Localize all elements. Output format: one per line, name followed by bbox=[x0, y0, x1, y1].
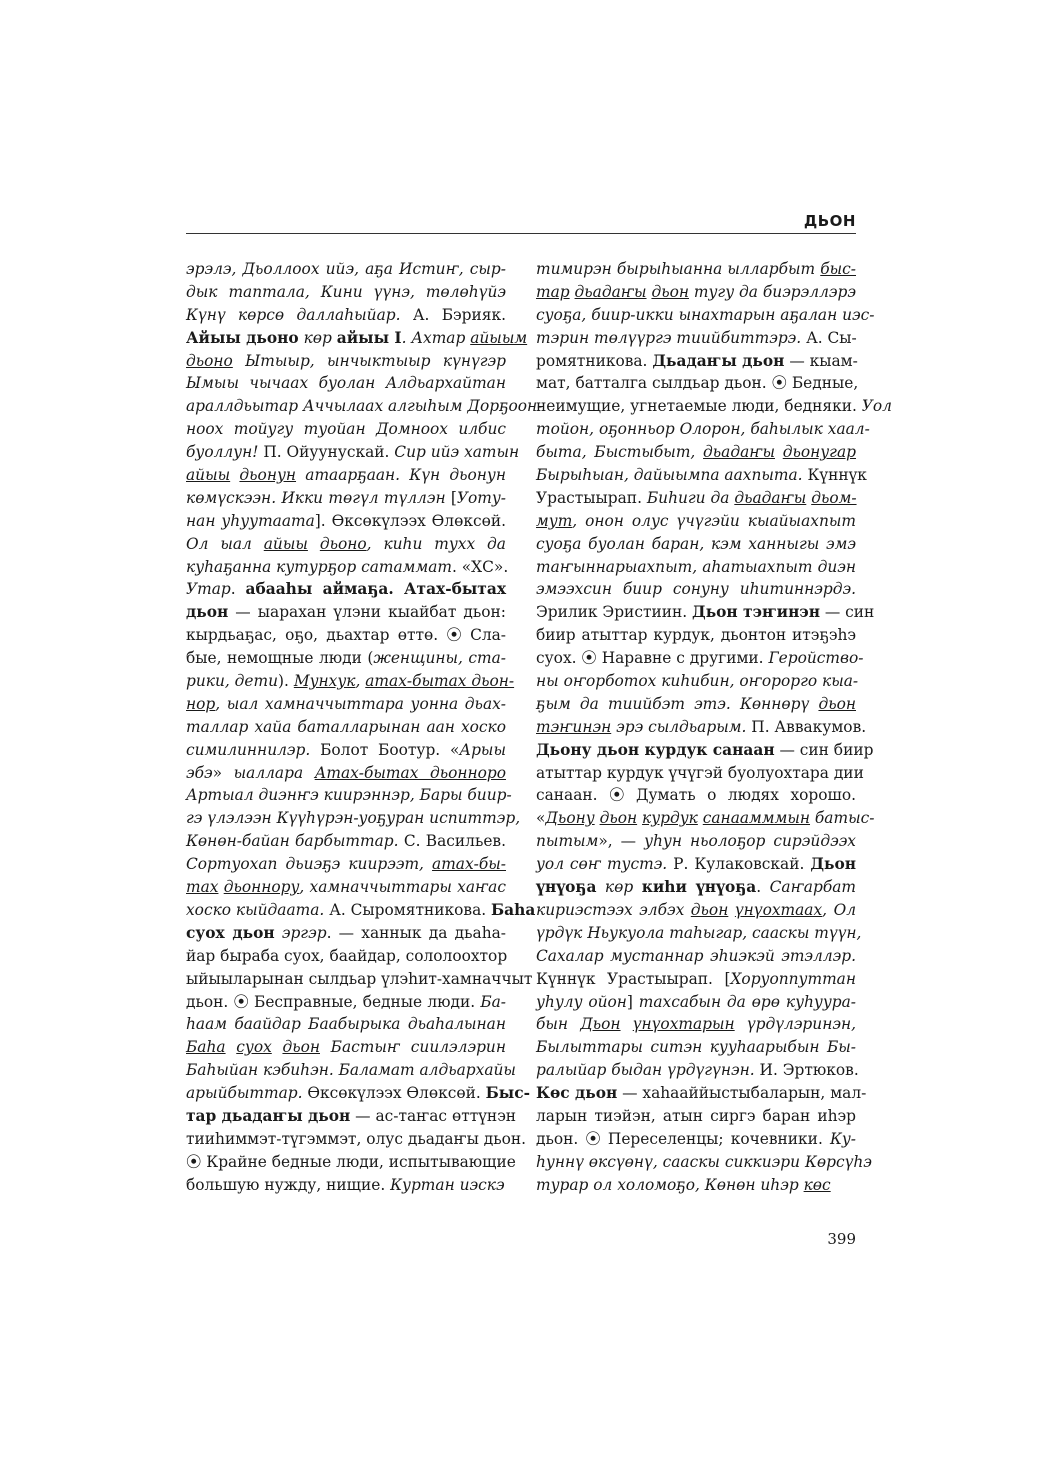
text-run: неимущие, угнетаемые люди, бедняки. bbox=[536, 397, 862, 416]
text-line bbox=[536, 1059, 859, 1082]
text-line bbox=[186, 647, 506, 670]
text-run: ]. Өксөкүлээх Өлөксөй. bbox=[314, 511, 506, 530]
text-line bbox=[536, 807, 875, 830]
text-run: Уоту- bbox=[456, 488, 506, 507]
text-run: быта, Быстыбыт, bbox=[536, 443, 704, 462]
text-line bbox=[536, 281, 856, 304]
text-line bbox=[536, 578, 856, 601]
text-run: үрдүк Ньукуола таһыгар, сааскы түүн, bbox=[536, 923, 862, 942]
text-run: Саҥарбат bbox=[769, 878, 856, 897]
text-line bbox=[536, 1128, 856, 1151]
text-run: суоҕа буолан баран, кэм ханныгы эмэ bbox=[536, 534, 856, 553]
text-line bbox=[536, 327, 856, 350]
text-line bbox=[536, 510, 856, 533]
text-line bbox=[536, 441, 856, 464]
underlined-example-word: нор bbox=[186, 694, 216, 713]
text-run: эргэр bbox=[274, 923, 327, 942]
text-line bbox=[186, 922, 506, 945]
underlined-example-word: курдук bbox=[642, 809, 698, 828]
text-run: Өксөкүлээх Өлөксөй. bbox=[302, 1084, 486, 1103]
text-line bbox=[186, 510, 506, 533]
text-run: көмүскээн. Икки төгүл түллэн bbox=[186, 488, 446, 507]
text-run: . bbox=[230, 580, 246, 599]
underlined-example-word: көс bbox=[803, 1175, 831, 1194]
text-line bbox=[536, 418, 870, 441]
headword: Дьадаҥы дьон bbox=[652, 351, 785, 370]
headword: Баһа bbox=[491, 900, 536, 919]
text-line bbox=[186, 762, 506, 785]
text-run: женщины, ста- bbox=[373, 649, 506, 668]
text-run: А. Сы- bbox=[801, 328, 857, 347]
text-run: ] bbox=[626, 992, 639, 1011]
underlined-example-word: санаамммын bbox=[702, 809, 811, 828]
right-column bbox=[536, 258, 892, 1197]
text-line bbox=[186, 556, 509, 579]
text-run: Былыттары ситэн кууһаарыбын Бы- bbox=[536, 1038, 856, 1057]
text-line bbox=[186, 1013, 506, 1036]
underlined-example-word: Дьон bbox=[580, 1015, 621, 1034]
text-line bbox=[536, 624, 856, 647]
text-line bbox=[536, 1151, 872, 1174]
underlined-example-word: айыы bbox=[186, 466, 231, 485]
text-run: араллдьытар Аччылаах алгыһым Дорҕоон- bbox=[186, 397, 543, 416]
text-run: уһун ньолоҕор сирэйдээх bbox=[644, 832, 856, 851]
text-run: ноох тойугу туойан Домноох илбис bbox=[186, 420, 506, 439]
text-line bbox=[536, 487, 856, 510]
text-run: үрдүлэринэн, bbox=[734, 1015, 856, 1034]
text-run: Урастыырап. bbox=[536, 488, 647, 507]
underlined-example-word: Баһа bbox=[186, 1038, 226, 1057]
text-run: И. Эртюков. bbox=[754, 1061, 859, 1080]
text-run bbox=[308, 535, 320, 553]
text-run: куһаҕанна кутурҕор сатаммат bbox=[186, 557, 452, 576]
text-run: ыйыыларынан сылдьар үлэһит-хамначчыт bbox=[186, 969, 533, 988]
text-line bbox=[536, 968, 856, 991]
text-line bbox=[536, 1036, 856, 1059]
underlined-example-word: тар bbox=[536, 282, 570, 301]
text-line bbox=[186, 1174, 506, 1197]
text-run: Баһыйан кэбиһэн. Баламат алдьархайы bbox=[186, 1061, 516, 1080]
text-run: — хаһааййыстыбаларын, мал- bbox=[617, 1084, 867, 1103]
text-line bbox=[536, 670, 859, 693]
text-run: һаам баайдар Баабырыка дьаһалынан bbox=[186, 1015, 506, 1034]
underlined-example-word: айыым bbox=[470, 328, 528, 347]
text-run: суох. ⦿ Наравне с другими. bbox=[536, 649, 769, 668]
text-line bbox=[536, 922, 862, 945]
text-line bbox=[536, 533, 856, 556]
text-line bbox=[186, 1105, 517, 1128]
text-run: Арыы bbox=[459, 740, 506, 759]
headword: айыы I bbox=[336, 328, 402, 347]
underlined-example-word: дьон bbox=[282, 1038, 320, 1057]
headword: Быс- bbox=[485, 1084, 530, 1103]
text-run: Сортуохап дьиэҕэ киирээт, bbox=[186, 855, 433, 874]
running-head: ДЬОН bbox=[803, 212, 856, 230]
text-run: көр bbox=[596, 878, 642, 897]
text-run: симилиннилэр. bbox=[186, 740, 311, 759]
underlined-example-word: дьон bbox=[818, 694, 856, 713]
underlined-example-word: быс- bbox=[820, 260, 856, 278]
text-run: йар быраба суох, баайдар, сололоохтор bbox=[186, 946, 508, 965]
text-run: , киһи тухх да bbox=[366, 534, 506, 553]
text-line bbox=[186, 418, 506, 441]
text-run: арыйбыттар. bbox=[186, 1084, 303, 1103]
text-run: ралыйар быдан үрдүгүнэн. bbox=[536, 1061, 755, 1080]
text-run: [ bbox=[445, 488, 457, 507]
text-run: , ыал хамначчыттара уонна дьах- bbox=[215, 694, 506, 713]
text-line bbox=[186, 327, 528, 350]
text-run: П. Ойуунускай. bbox=[258, 443, 395, 462]
text-line bbox=[186, 533, 506, 556]
text-run: ⦿ Крайне бедные люди, испытывающие bbox=[186, 1152, 516, 1171]
headword: үнүоҕа bbox=[536, 878, 597, 897]
text-run: , Ол bbox=[822, 900, 856, 919]
text-line bbox=[186, 1036, 506, 1059]
headword: Дьон bbox=[810, 855, 856, 874]
underlined-example-word: айыы bbox=[263, 534, 308, 553]
headword: Дьону дьон курдук санаан bbox=[536, 740, 775, 759]
text-line bbox=[536, 464, 867, 487]
text-line bbox=[186, 395, 543, 418]
headword: киһи үнүоҕа bbox=[641, 878, 757, 897]
text-run: тииһиммэт-түгэммэт, олус дьадаҥы дьон. bbox=[186, 1129, 527, 1148]
text-run: дьон. ⦿ Переселенцы; кочевники. bbox=[536, 1129, 830, 1148]
text-run: Биһиги да bbox=[646, 488, 735, 507]
text-run: Ку- bbox=[829, 1129, 856, 1148]
text-line bbox=[536, 601, 875, 624]
underlined-example-word: дьоно bbox=[186, 351, 233, 370]
text-line bbox=[186, 739, 506, 762]
text-run: һуннү өксүөнү, сааскы сиккиэри Көрсүһэ bbox=[536, 1152, 872, 1171]
page-number: 399 bbox=[827, 1230, 856, 1248]
text-run: дьон. ⦿ Бесправные, бедные люди. bbox=[186, 992, 481, 1011]
text-run: , онон олус үчүгэйи кыайыахпыт bbox=[572, 511, 856, 530]
text-run: санаан. ⦿ Думать о людях хорошо. bbox=[536, 786, 856, 805]
text-line bbox=[186, 372, 506, 395]
text-line bbox=[536, 945, 856, 968]
underlined-example-word: дьадаҥы bbox=[574, 282, 647, 301]
underlined-example-word: тах bbox=[186, 878, 219, 897]
text-line bbox=[186, 670, 515, 693]
text-run: көр bbox=[298, 328, 337, 347]
text-run: дык таптала, Кини үүнэ, төлөһүйэ bbox=[186, 282, 506, 301]
text-line bbox=[536, 1105, 856, 1128]
text-line bbox=[536, 853, 856, 876]
text-run: эрэ сылдьарым. bbox=[611, 717, 747, 736]
text-line bbox=[186, 991, 506, 1014]
text-line bbox=[186, 853, 506, 876]
text-run: ыаллара bbox=[233, 763, 315, 782]
headword: Дьон тэҥинэн bbox=[692, 603, 820, 622]
text-run: Утар bbox=[186, 580, 231, 599]
text-run: Бырыһыан, дайыымпа аахпыта. bbox=[536, 466, 803, 485]
text-run: эрэлэ, Дьоллоох ийэ, аҕа Истиҥ, сыр- bbox=[186, 260, 506, 278]
text-run: А. Бэрияк. bbox=[400, 305, 506, 324]
headword: суох дьон bbox=[186, 923, 275, 942]
text-run: кириэстээх элбэх bbox=[536, 900, 691, 919]
text-run: Сир ийэ хатын bbox=[394, 443, 520, 462]
text-run: эбэ bbox=[186, 763, 213, 782]
text-line bbox=[536, 693, 856, 716]
text-line bbox=[186, 578, 506, 601]
text-line bbox=[186, 1151, 516, 1174]
text-run: батыс- bbox=[810, 809, 875, 828]
text-run: А. Сыромятникова. bbox=[324, 900, 492, 919]
text-line bbox=[186, 487, 506, 510]
text-run: эмээхсин биир сонуну иһитиннэрдэ. bbox=[536, 580, 856, 599]
text-run: турар ол холомоҕо, Көнөн иһэр bbox=[536, 1175, 804, 1194]
text-line bbox=[186, 258, 506, 281]
text-line bbox=[186, 1128, 527, 1151]
text-run: — ас-таҥас өттүнэн bbox=[350, 1106, 517, 1125]
text-run: Көнөн-байан барбыттар. bbox=[186, 832, 399, 851]
text-run: бын bbox=[536, 1015, 581, 1034]
text-line bbox=[186, 281, 506, 304]
text-line bbox=[186, 876, 506, 899]
text-line bbox=[536, 1013, 856, 1036]
underlined-example-word: дьоно bbox=[319, 534, 367, 553]
headword: тар дьадаҥы дьон bbox=[186, 1106, 351, 1125]
text-run: тэрин төлүүргэ тиийбиттэрэ. bbox=[536, 328, 802, 347]
text-run: Болот Боотур. « bbox=[310, 740, 460, 759]
left-column bbox=[186, 258, 543, 1197]
text-run: Ол ыал bbox=[186, 534, 264, 553]
text-run: » bbox=[212, 763, 234, 782]
text-run: хоско кыйдаата. bbox=[186, 900, 325, 919]
text-line bbox=[536, 784, 856, 807]
underlined-example-word: үнүохтаах bbox=[734, 900, 823, 919]
text-run: Сахалар мустаннар эһиэкэй этэллэр. bbox=[536, 946, 856, 965]
text-run: Бастыҥ сиилэлэрин bbox=[320, 1038, 506, 1057]
text-run: пытым bbox=[536, 832, 599, 851]
text-line bbox=[536, 1174, 856, 1197]
text-run: ромятникова. bbox=[536, 351, 653, 370]
underlined-example-word: дьоннору bbox=[223, 878, 300, 897]
text-run bbox=[272, 1038, 283, 1056]
text-run: — син bbox=[819, 603, 875, 622]
text-run: . — ханнык да дьаһа- bbox=[326, 923, 506, 942]
text-line bbox=[186, 899, 536, 922]
text-line bbox=[186, 624, 506, 647]
text-line bbox=[186, 693, 506, 716]
text-run: . Ахтар bbox=[401, 328, 471, 347]
text-run: таҥыннарыахпыт, аһатыахпыт диэн bbox=[536, 557, 856, 576]
text-run: Күннүк bbox=[802, 466, 867, 485]
text-run: П. Аввакумов. bbox=[746, 717, 867, 736]
text-run: буоллун! bbox=[186, 443, 259, 462]
text-run: тимирэн бырыһыанна ылларбыт bbox=[536, 260, 821, 278]
text-line bbox=[536, 716, 867, 739]
text-run: Уол bbox=[861, 397, 892, 416]
headword: дьон bbox=[186, 603, 229, 622]
text-run: Куртан иэскэ bbox=[390, 1175, 505, 1194]
text-line bbox=[186, 784, 512, 807]
text-line bbox=[186, 716, 506, 739]
text-run: Ымыы чычаах буолан Алдьархайтан bbox=[186, 374, 506, 393]
text-line bbox=[536, 647, 864, 670]
underlined-example-word: суох bbox=[236, 1038, 272, 1057]
text-run: уол сөҥ тустэ. bbox=[536, 855, 668, 874]
text-run: биир атыттар курдук, дьонтон итэҕэһэ bbox=[536, 626, 856, 645]
text-line bbox=[186, 350, 506, 373]
underlined-example-word: дьадаҥы bbox=[734, 488, 807, 507]
header-rule bbox=[186, 233, 856, 234]
text-run: кырдьаҕас, оҕо, дьахтар өттө. ⦿ Сла- bbox=[186, 626, 506, 645]
underlined-example-word: дьон bbox=[690, 900, 729, 919]
text-line bbox=[536, 350, 856, 373]
underlined-example-word: Атах-бытах дьонноро bbox=[314, 763, 507, 782]
text-line bbox=[186, 1059, 516, 1082]
text-line bbox=[536, 556, 856, 579]
text-line bbox=[186, 464, 506, 487]
text-line bbox=[536, 762, 864, 785]
text-line bbox=[536, 395, 892, 418]
headword: Көс дьон bbox=[536, 1084, 618, 1103]
text-run: , bbox=[355, 672, 366, 691]
underlined-example-word: дьадаҥы bbox=[703, 443, 775, 462]
text-run bbox=[621, 1015, 633, 1033]
text-run: ҕым да тиийбэт этэ. Көннөрү bbox=[536, 694, 819, 713]
text-run: — кыам- bbox=[784, 351, 858, 370]
underlined-example-word: дьонугар bbox=[782, 443, 856, 462]
underlined-example-word: мут bbox=[536, 511, 573, 530]
text-run: бые, немощные люди ( bbox=[186, 649, 374, 668]
text-line bbox=[536, 899, 856, 922]
text-run: Ба- bbox=[480, 992, 506, 1011]
text-line bbox=[186, 830, 506, 853]
headword: абааһы аймаҕа. Атах-бытах bbox=[245, 580, 506, 599]
text-run bbox=[775, 443, 783, 461]
text-run: », — bbox=[598, 832, 645, 851]
underlined-example-word: тэҥинэн bbox=[536, 717, 612, 736]
underlined-example-word: дьом- bbox=[811, 488, 857, 507]
text-run: — ыарахан үлэни кыайбат дьон: bbox=[228, 603, 506, 622]
text-run: мат, батталга сылдьар дьон. ⦿ Бедные, bbox=[536, 374, 859, 393]
text-line bbox=[186, 304, 506, 327]
text-run: уһулу ойон bbox=[536, 992, 627, 1011]
text-run: Геройство- bbox=[768, 649, 864, 668]
underlined-example-word: дьон bbox=[651, 282, 689, 301]
text-run bbox=[226, 1038, 237, 1056]
text-run: тахсабын да өрө куһуура- bbox=[638, 992, 856, 1011]
underlined-example-word: үнүохтарын bbox=[632, 1015, 735, 1034]
text-line bbox=[186, 601, 506, 624]
text-run: атыттар курдук үчүгэй буолуохтара дии bbox=[536, 763, 864, 782]
underlined-example-word: Дьону bbox=[545, 809, 595, 828]
underlined-example-word: атах-бы- bbox=[432, 855, 506, 874]
text-line bbox=[536, 876, 856, 899]
text-line bbox=[536, 304, 875, 327]
underlined-example-word: атах-бытах дьон- bbox=[365, 672, 515, 691]
text-run: Хоруоппуттан bbox=[730, 969, 856, 988]
text-line bbox=[186, 945, 506, 968]
text-run: ларын тиэйэн, атын сиргэ баран иһэр bbox=[536, 1106, 856, 1125]
text-line bbox=[536, 258, 856, 281]
text-run: тойон, оҕонньор Олорон, баһылык хаал- bbox=[536, 420, 870, 439]
text-line bbox=[186, 807, 521, 830]
text-run: гэ үлэлээн Күүһүрэн-уоҕуран испиттэр, bbox=[186, 809, 521, 828]
text-run: « bbox=[536, 809, 546, 828]
text-run: рики, дети bbox=[186, 672, 279, 691]
text-line bbox=[536, 372, 859, 395]
text-run: — син биир bbox=[774, 740, 874, 759]
text-line bbox=[536, 739, 874, 762]
text-line bbox=[536, 991, 856, 1014]
text-run: ны оҥорботох киһибин, оҥорорго кыа- bbox=[536, 672, 859, 691]
text-run: Ытыыр, ынчыктыыр күнүгэр bbox=[232, 351, 506, 370]
text-run: Эрилик Эристиин. bbox=[536, 603, 693, 622]
text-run: Күннүк Урастыырап. [ bbox=[536, 969, 731, 988]
underlined-example-word: Мунхук bbox=[293, 672, 356, 691]
text-run: таллар хайа баталларынан аан хоско bbox=[186, 717, 506, 736]
text-run: Р. Кулаковскай. bbox=[667, 855, 811, 874]
text-run: тугу да биэрэллэрэ bbox=[688, 282, 856, 301]
headword: Айыы дьоно bbox=[186, 328, 299, 347]
text-run: ). bbox=[278, 672, 294, 691]
text-line bbox=[186, 441, 520, 464]
text-run: Күнү көрсө даллаһыйар. bbox=[186, 305, 401, 324]
text-run: . «ХС». bbox=[451, 557, 509, 576]
text-line bbox=[536, 1082, 867, 1105]
underlined-example-word: дьон bbox=[599, 809, 638, 828]
text-run: С. Васильев. bbox=[398, 832, 506, 851]
text-run: большую нужду, нищие. bbox=[186, 1175, 391, 1194]
text-line bbox=[536, 830, 856, 853]
text-run: Артыал диэнҥэ киирэннэр, Бары биир- bbox=[186, 786, 512, 805]
text-line bbox=[186, 968, 533, 991]
text-run: нан уһуутаата bbox=[186, 511, 315, 530]
underlined-example-word: дьонун bbox=[239, 466, 297, 485]
text-run: суоҕа, биир-икки ынахтарын аҕалан иэс- bbox=[536, 305, 875, 324]
text-line bbox=[186, 1082, 530, 1105]
text-run: , хамначчыттары хаҥас bbox=[299, 878, 506, 897]
text-run: . bbox=[756, 878, 770, 897]
text-run: атаарҕаан. Күн дьонун bbox=[296, 466, 506, 485]
